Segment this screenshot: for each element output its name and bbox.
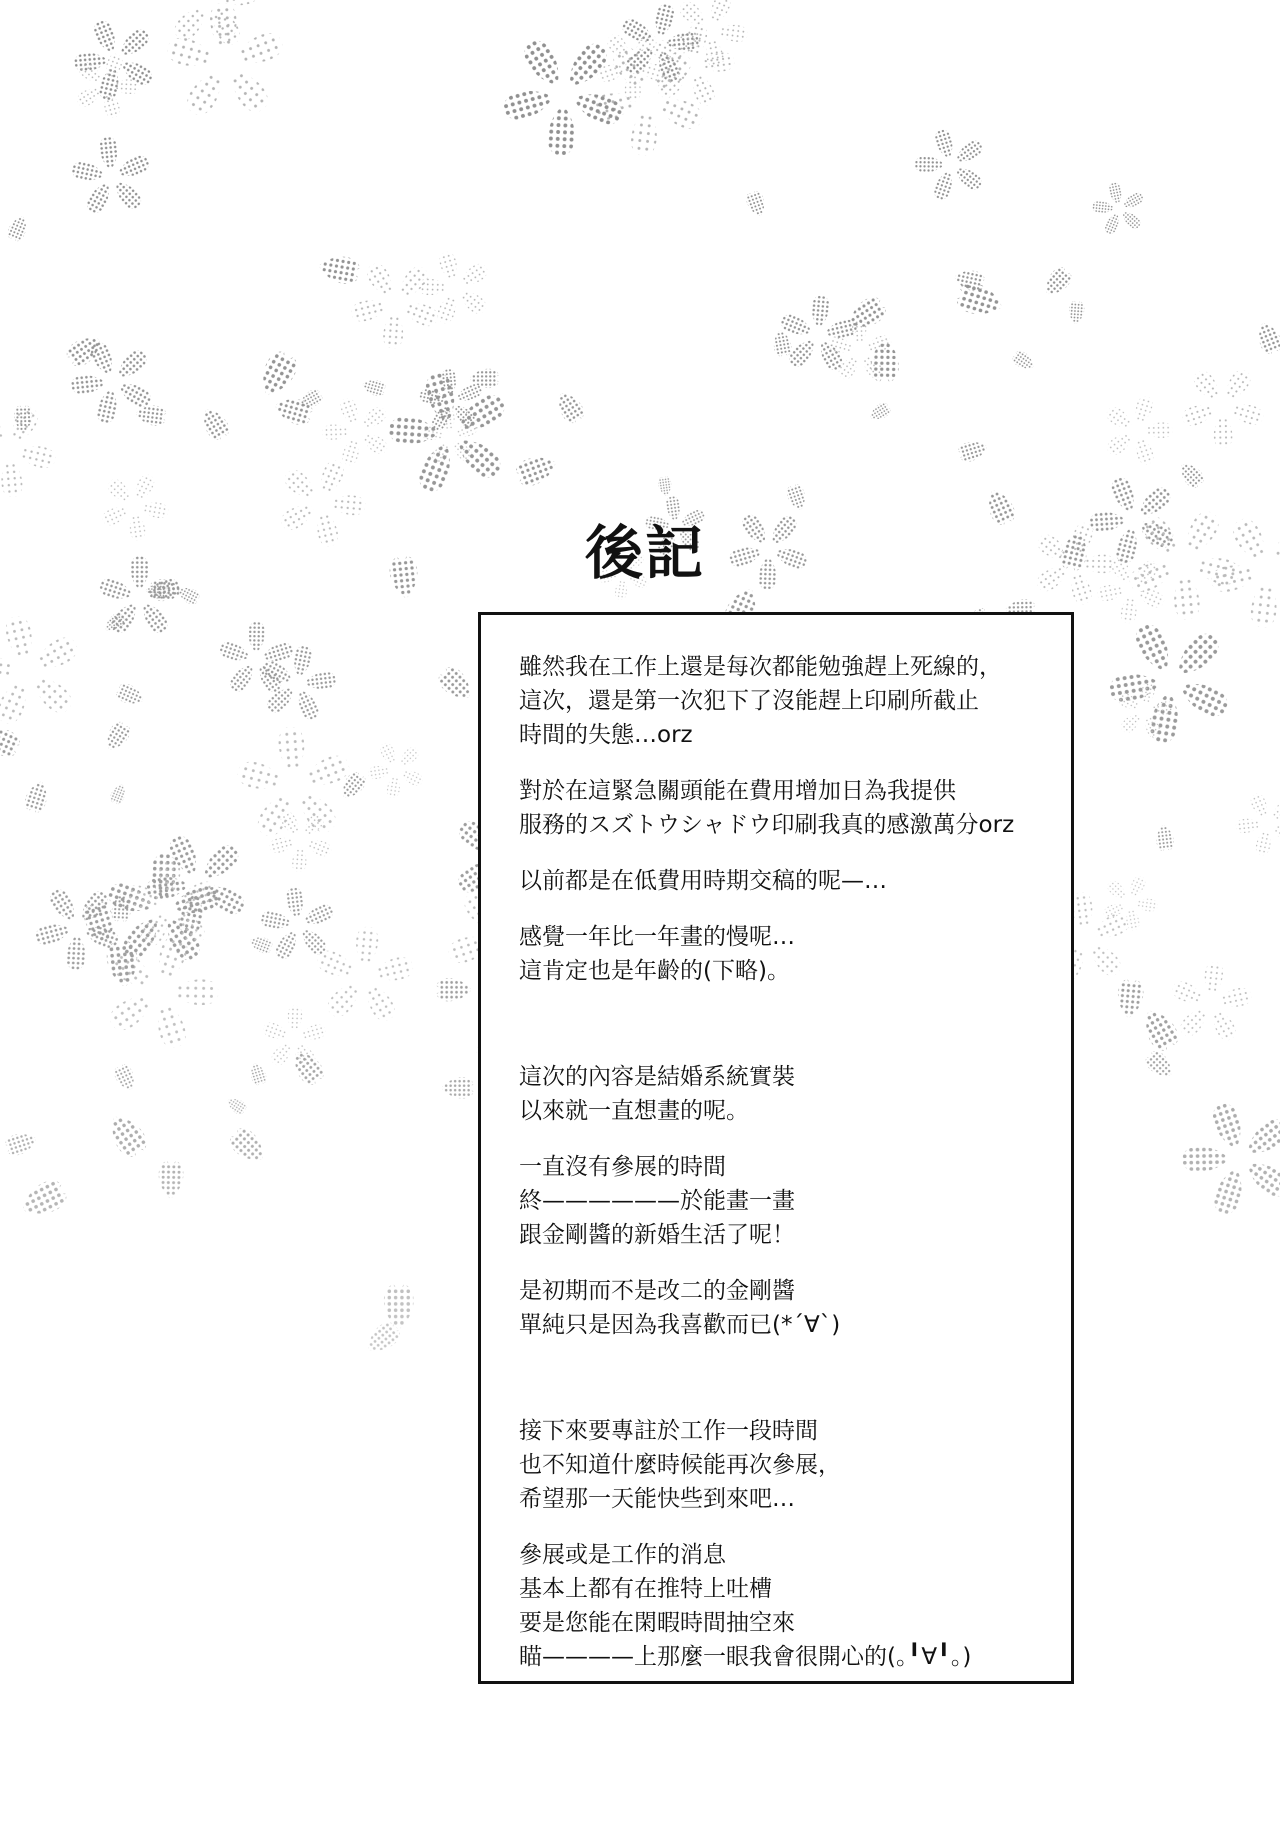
text-line: 對於在這緊急關頭能在費用增加日為我提供 — [519, 778, 956, 804]
paragraph — [519, 774, 1061, 842]
text-line: 這次，還是第一次犯下了沒能趕上印刷所截止 — [519, 688, 979, 714]
text-line: 單純只是因為我喜歡而已(*´∀`) — [519, 1312, 841, 1338]
text-line: 終——————於能畫一畫 — [519, 1188, 795, 1214]
text-line: 跟金剛醬的新婚生活了呢！ — [519, 1222, 795, 1248]
paragraph — [519, 1060, 1061, 1128]
text-line: 基本上都有在推特上吐槽 — [519, 1576, 772, 1602]
text-line: 一直沒有參展的時間 — [519, 1154, 726, 1180]
afterword-box — [478, 612, 1074, 1684]
text-line: 是初期而不是改二的金剛醬 — [519, 1278, 795, 1304]
page-title: 後記 — [585, 519, 706, 587]
text-line: 這次的內容是結婚系統實裝 — [519, 1064, 795, 1090]
paragraph — [519, 650, 1061, 752]
paragraph — [519, 1150, 1061, 1252]
paragraph-gap — [519, 988, 1061, 1060]
paragraph-gap — [519, 898, 1061, 920]
paragraph — [519, 1274, 1061, 1342]
paragraph-gap — [519, 1342, 1061, 1414]
text-line: 雖然我在工作上還是每次都能勉強趕上死線的， — [519, 654, 1002, 680]
text-line: 以前都是在低費用時期交稿的呢—… — [519, 868, 887, 894]
text-line: 瞄————上那麼一眼我會很開心的(｡╹∀╹｡) — [519, 1644, 972, 1670]
paragraph — [519, 864, 1061, 898]
paragraph — [519, 1414, 1061, 1516]
paragraph-gap — [519, 1516, 1061, 1538]
text-line: 感覺一年比一年畫的慢呢… — [519, 924, 795, 950]
paragraph-gap — [519, 842, 1061, 864]
text-line: 參展或是工作的消息 — [519, 1542, 726, 1568]
paragraph — [519, 1538, 1061, 1674]
text-line: 要是您能在閑暇時間抽空來 — [519, 1610, 795, 1636]
afterword-text — [519, 650, 1061, 1674]
paragraph — [519, 920, 1061, 988]
text-line: 以來就一直想畫的呢。 — [519, 1098, 749, 1124]
paragraph-gap — [519, 752, 1061, 774]
text-line: 也不知道什麼時候能再次參展， — [519, 1452, 841, 1478]
text-line: 時間的失態…orz — [519, 722, 693, 748]
text-line: 希望那一天能快些到來吧… — [519, 1486, 795, 1512]
text-line: 服務的スズトウシャドウ印刷我真的感激萬分orz — [519, 812, 1015, 838]
text-line: 這肯定也是年齡的(下略)。 — [519, 958, 790, 984]
paragraph-gap — [519, 1128, 1061, 1150]
paragraph-gap — [519, 1252, 1061, 1274]
text-line: 接下來要專註於工作一段時間 — [519, 1418, 818, 1444]
